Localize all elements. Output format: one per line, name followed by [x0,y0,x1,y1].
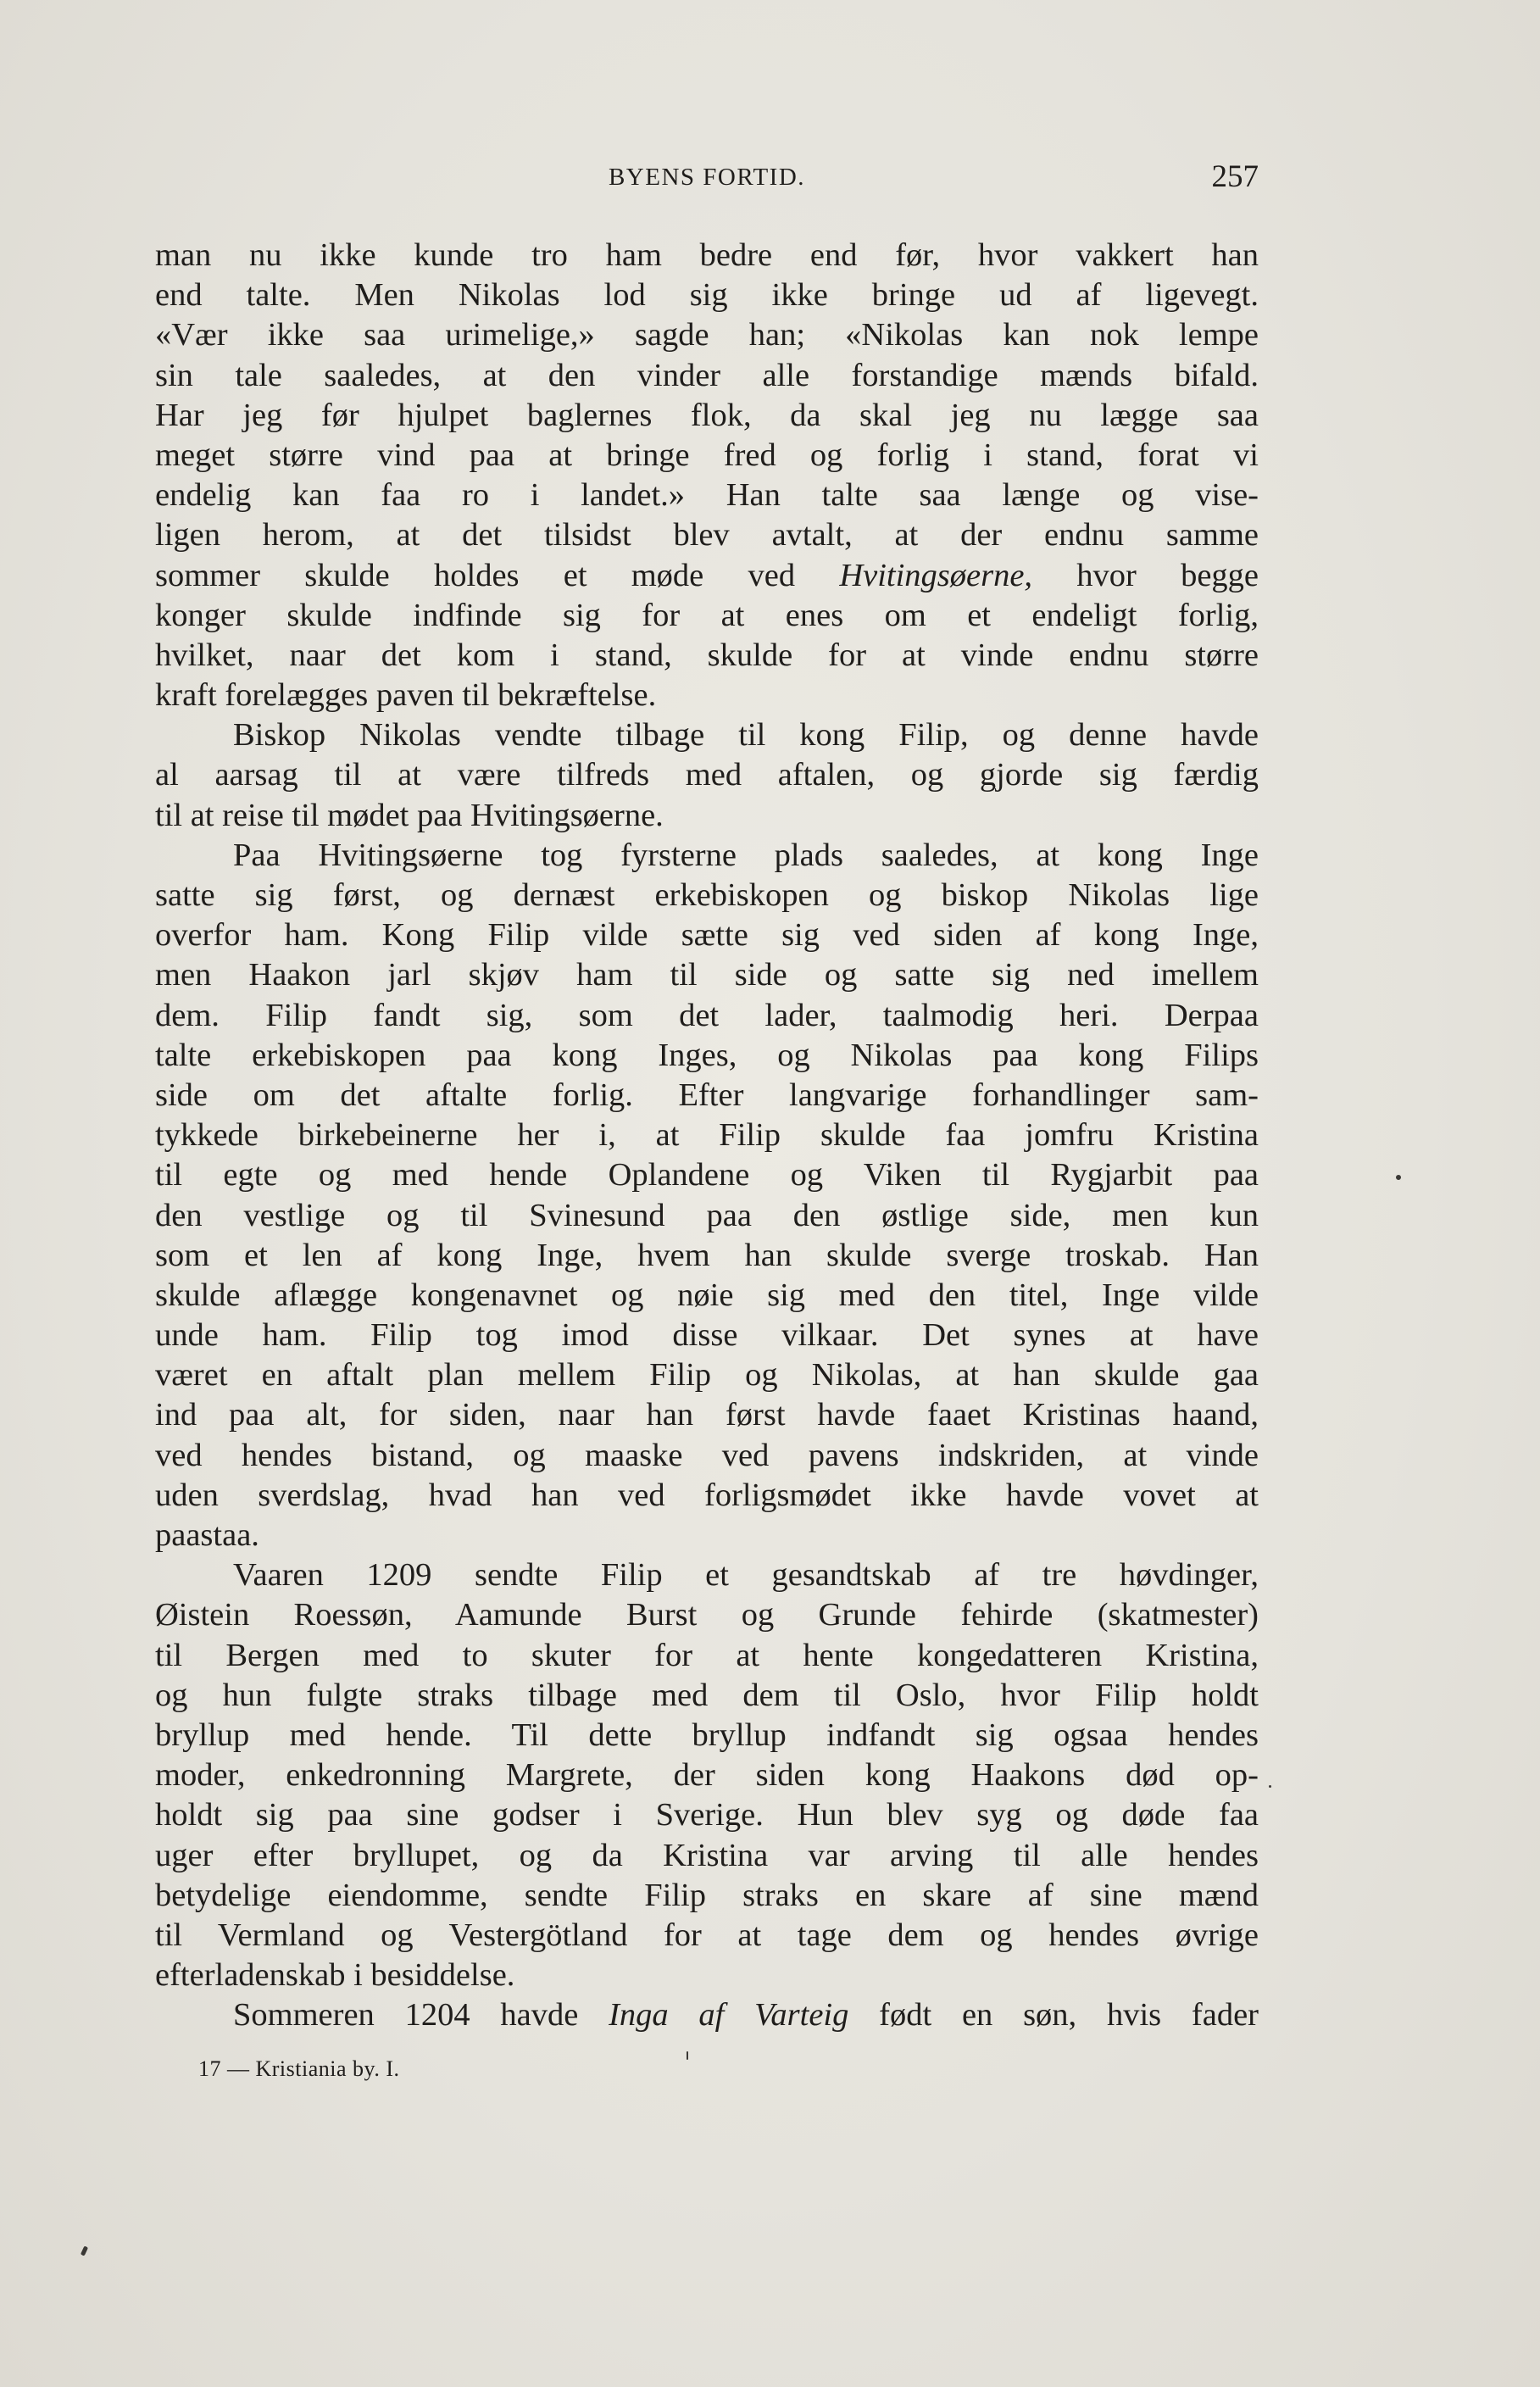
text-line: end talte. Men Nikolas lod sig ikke bringe ud af ligevegt. [155,277,1259,314]
text-line: uden sverdslag, hvad han ved forligsmødet ikke havde vovet at [155,1477,1259,1513]
text-line: som et len af kong Inge, hvem han skulde sverge troskab. Han [155,1237,1259,1273]
italic-text: Hvitingsøerne, [839,557,1033,593]
text-line: Biskop Nikolas vendte tilbage til kong Filip, og denne havde [233,717,1259,754]
text-line: Øistein Roessøn, Aamunde Burst og Grunde fehirde (skatmester) [155,1597,1259,1633]
text-line: moder, enkedronning Margrete, der siden kong Haakons død op- [155,1757,1259,1794]
text-line: skulde aflægge kongenavnet og nøie sig med den titel, Inge vilde [155,1277,1259,1313]
paper-speck [81,2245,88,2256]
text-line: al aarsag til at være tilfreds med aftalen, og gjorde sig færdig [155,757,1259,793]
text-line: til at reise til mødet paa Hvitingsøerne. [155,797,664,833]
text-line: «Vær ikke saa urimelige,» sagde han; «Nikolas kan nok lempe [155,317,1259,353]
text-line: paastaa. [155,1517,259,1553]
text-line: kraft forelægges paven til bekræftelse. [155,677,657,714]
text-line: til egte og med hende Oplandene og Viken til Rygjarbit paa [155,1157,1259,1194]
paper-speck [1396,1175,1401,1180]
text-line: sin tale saaledes, at den vinder alle forstandige mænds bifald. [155,357,1259,393]
paper-speck [1269,1785,1271,1788]
text-line: holdt sig paa sine godser i Sverige. Hun blev syg og døde faa [155,1797,1259,1833]
text-line: endelig kan faa ro i landet.» Han talte saa længe og vise- [155,477,1259,514]
text-line: Paa Hvitingsøerne tog fyrsterne plads saaledes, at kong Inge [233,837,1259,873]
text-line: men Haakon jarl skjøv ham til side og satte sig ned imellem [155,957,1259,993]
text-line: tykkede birkebeinerne her i, at Filip skulde faa jomfru Kristina [155,1117,1259,1154]
text-line: side om det aftalte forlig. Efter langvarige forhandlinger sam- [155,1077,1259,1113]
text-line: uger efter bryllupet, og da Kristina var arving til alle hendes [155,1837,1259,1873]
text-line: dem. Filip fandt sig, som det lader, taalmodig heri. Derpaa [155,997,1259,1033]
text-line: talte erkebiskopen paa kong Inges, og Nikolas paa kong Filips [155,1037,1259,1073]
text-line: ind paa alt, for siden, naar han først havde faaet Kristinas haand, [155,1397,1259,1433]
printer-signature: 17 — Kristiania by. I. [198,2056,400,2081]
text-line: Sommeren 1204 havde Inga af Varteig født en søn, hvis fader [233,1997,1259,2034]
text-line: den vestlige og til Svinesund paa den østlige side, men kun [155,1197,1259,1233]
text-line: bryllup med hende. Til dette bryllup indfandt sig ogsaa hendes [155,1717,1259,1753]
text-line: ved hendes bistand, og maaske ved pavens indskriden, at vinde [155,1437,1259,1473]
text-line: overfor ham. Kong Filip vilde sætte sig ved siden af kong Inge, [155,917,1259,954]
text-line: unde ham. Filip tog imod disse vilkaar. Det synes at have [155,1317,1259,1354]
body-text [155,236,1259,2035]
running-head [155,157,1259,199]
text-line: Har jeg før hjulpet baglernes flok, da skal jeg nu lægge saa [155,397,1259,433]
text-line: konger skulde indfinde sig for at enes om et endeligt forlig, [155,597,1259,633]
text-line: Vaaren 1209 sendte Filip et gesandtskab af tre høvdinger, [233,1557,1259,1594]
paper-speck [687,2051,688,2060]
text-line: efterladenskab i besiddelse. [155,1957,515,1994]
text-line: hvilket, naar det kom i stand, skulde for at vinde endnu større [155,637,1259,673]
running-title: BYENS FORTID. [608,164,806,191]
text-line: til Bergen med to skuter for at hente kongedatteren Kristina, [155,1637,1259,1673]
text-line: betydelige eiendomme, sendte Filip straks en skare af sine mænd [155,1877,1259,1913]
text-line: og hun fulgte straks tilbage med dem til Oslo, hvor Filip holdt [155,1677,1259,1713]
text-line: sommer skulde holdes et møde ved Hvitingsøerne, hvor begge [155,557,1259,593]
page-number: 257 [1211,159,1259,194]
text-line: meget større vind paa at bringe fred og forlig i stand, forat vi [155,437,1259,473]
text-line: været en aftalt plan mellem Filip og Nikolas, at han skulde gaa [155,1357,1259,1394]
text-line: ligen herom, at det tilsidst blev avtalt, at der endnu samme [155,517,1259,554]
text-line: til Vermland og Vestergötland for at tage dem og hendes øvrige [155,1917,1259,1953]
italic-text: Inga af Varteig [609,1997,849,2034]
text-line: satte sig først, og dernæst erkebiskopen og biskop Nikolas lige [155,877,1259,913]
text-line: man nu ikke kunde tro ham bedre end før, hvor vakkert han [155,237,1259,273]
